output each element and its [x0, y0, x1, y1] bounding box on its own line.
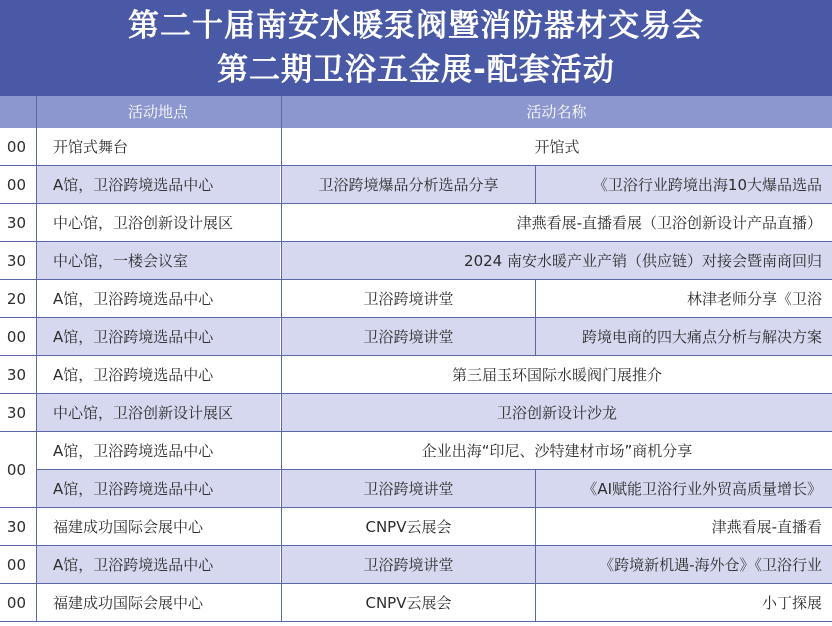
location-cell: 中心馆，卫浴创新设计展区 [36, 204, 280, 241]
activity-detail-cell: 《跨境新机遇-海外仓》《卫浴行业 [535, 546, 832, 583]
table-row [0, 394, 832, 432]
activity-detail-cell: 小丁探展 [535, 584, 832, 621]
table-row [0, 546, 832, 584]
activity-category-cell: 卫浴跨境讲堂 [281, 318, 535, 355]
activity-cell: 卫浴创新设计沙龙 [281, 394, 832, 431]
time-cell: 00 [0, 546, 36, 583]
activity-category-cell: CNPV云展会 [281, 584, 535, 621]
location-cell: 福建成功国际会展中心 [36, 508, 280, 545]
title-line-2: 第二期卫浴五金展-配套活动 [217, 52, 615, 88]
time-cell: 00 [0, 584, 36, 621]
activity-category-cell: 卫浴跨境讲堂 [281, 546, 535, 583]
table-row [0, 242, 832, 280]
activity-detail-cell: 《卫浴行业跨境出海10大爆品选品 [535, 166, 832, 203]
table-row [0, 128, 832, 166]
location-cell: A馆，卫浴跨境选品中心 [36, 432, 280, 469]
time-cell: 30 [0, 204, 36, 241]
table-row [0, 356, 832, 394]
table-row [0, 508, 832, 546]
table-row [0, 166, 832, 204]
location-cell: A馆，卫浴跨境选品中心 [36, 546, 280, 583]
activity-detail-cell: 林津老师分享《卫浴 [535, 280, 832, 317]
location-cell: 中心馆，一楼会议室 [36, 242, 280, 279]
location-cell: 开馆式舞台 [36, 128, 280, 165]
table-row [0, 432, 832, 470]
table-row [0, 584, 832, 622]
table-row [0, 318, 832, 356]
time-cell: 00 [0, 166, 36, 203]
time-cell: 30 [0, 394, 36, 431]
time-cell: 20 [0, 280, 36, 317]
activity-category-cell: 卫浴跨境爆品分析选品分享 [281, 166, 535, 203]
activity-detail-cell: 津燕看展-直播看 [535, 508, 832, 545]
time-cell: 00 [0, 318, 36, 355]
location-cell: A馆，卫浴跨境选品中心 [36, 470, 280, 507]
activity-cell: 企业出海“印尼、沙特建材市场”商机分享 [281, 432, 832, 469]
activity-detail-cell: 《AI赋能卫浴行业外贸高质量增长》 [535, 470, 832, 507]
title-line-1: 第二十届南安水暖泵阀暨消防器材交易会 [128, 8, 704, 44]
activity-category-cell: CNPV云展会 [281, 508, 535, 545]
activity-cell: 第三届玉环国际水暖阀门展推介 [281, 356, 832, 393]
activity-cell: 2024 南安水暖产业产销（供应链）对接会暨南商回归 [281, 242, 832, 279]
table-header [0, 96, 832, 128]
location-cell: A馆，卫浴跨境选品中心 [36, 166, 280, 203]
location-cell: 中心馆，卫浴创新设计展区 [36, 394, 280, 431]
activity-category-cell: 卫浴跨境讲堂 [281, 280, 535, 317]
activity-category-cell: 卫浴跨境讲堂 [281, 470, 535, 507]
activity-cell: 津燕看展-直播看展（卫浴创新设计产品直播） [281, 204, 832, 241]
time-cell: 00 [0, 128, 36, 165]
time-cell: 30 [0, 242, 36, 279]
location-cell: A馆，卫浴跨境选品中心 [36, 356, 280, 393]
table-row [0, 280, 832, 318]
location-cell: 福建成功国际会展中心 [36, 584, 280, 621]
header-activity: 活动名称 [526, 103, 587, 121]
location-cell: A馆，卫浴跨境选品中心 [36, 280, 280, 317]
activity-detail-cell: 跨境电商的四大痛点分析与解决方案 [535, 318, 832, 355]
title-banner [0, 0, 832, 96]
header-location: 活动地点 [127, 103, 188, 121]
activity-cell: 开馆式 [281, 128, 832, 165]
table-row [0, 204, 832, 242]
time-cell: 30 [0, 356, 36, 393]
time-cell-merged: 00 [0, 432, 36, 508]
time-cell: 30 [0, 508, 36, 545]
table-row [0, 470, 832, 508]
location-cell: A馆，卫浴跨境选品中心 [36, 318, 280, 355]
